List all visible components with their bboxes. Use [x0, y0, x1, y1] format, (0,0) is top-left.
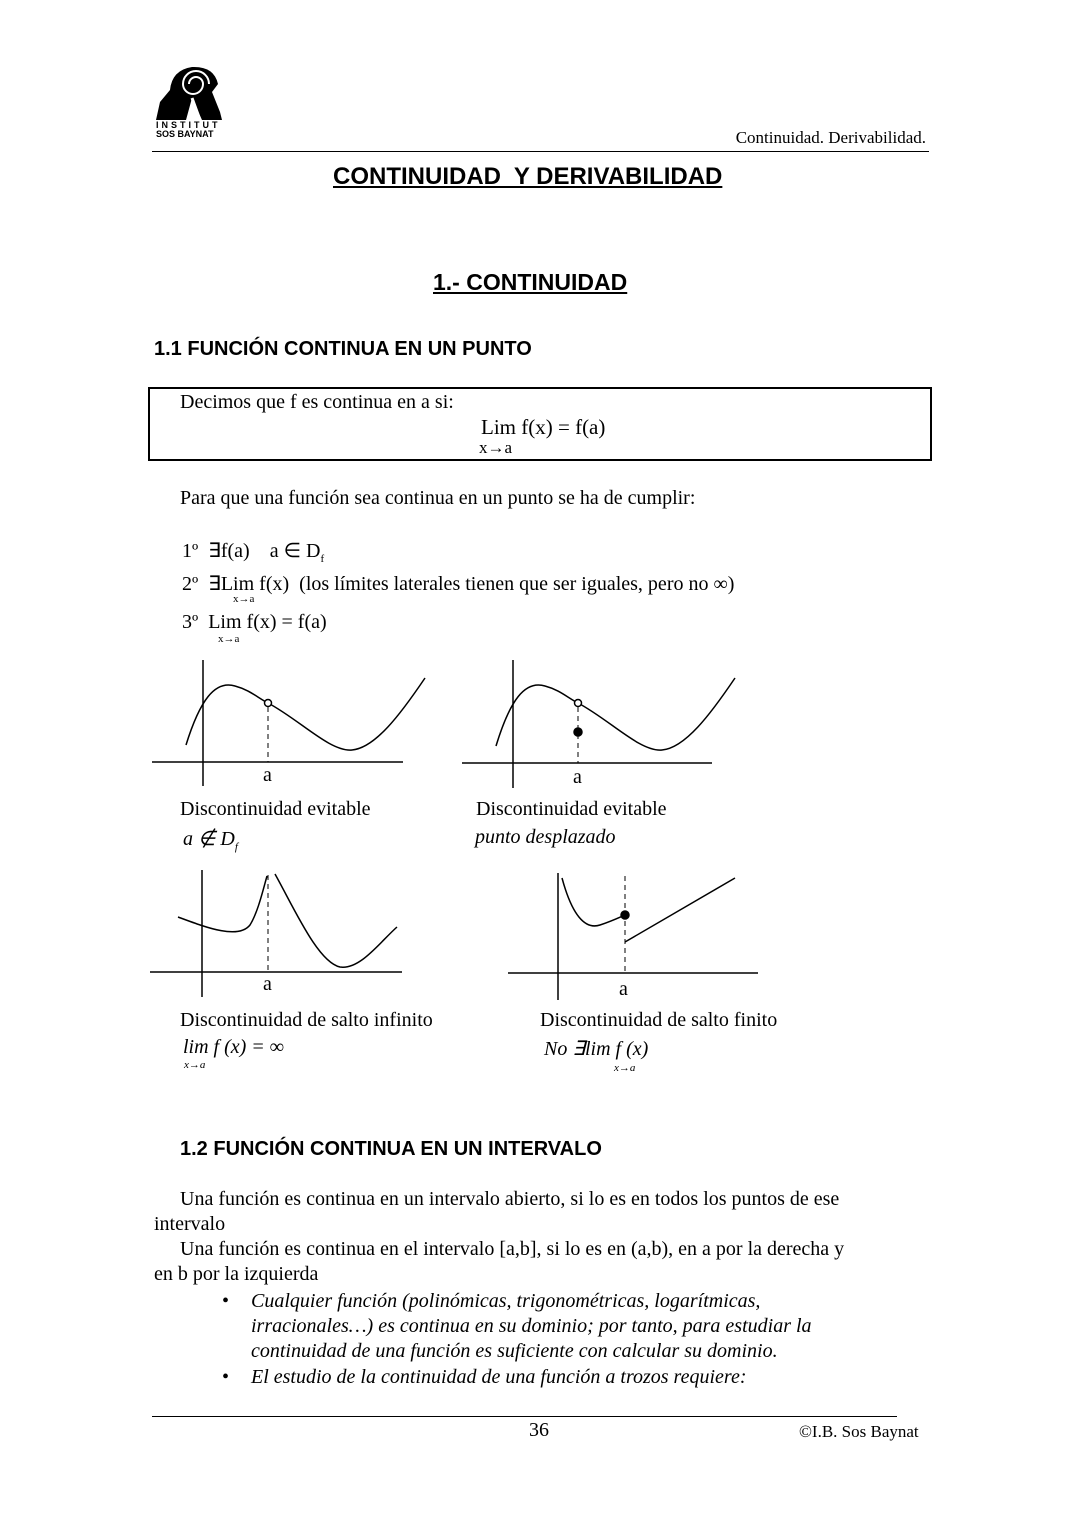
page-number: 36 [529, 1419, 549, 1441]
detail-sub: f [234, 841, 238, 853]
graph-1-caption: Discontinuidad evitable [180, 798, 371, 820]
subsection-heading-1-2: 1.2 FUNCIÓN CONTINUA EN UN INTERVALO [180, 1138, 602, 1160]
logo-text-institut: INSTITUT [156, 120, 221, 130]
condition-num: 3º [182, 611, 199, 633]
condition-2-sub: x→a [233, 593, 255, 605]
graph-2-caption: Discontinuidad evitable [476, 798, 667, 820]
graph-4-point-label: a [619, 978, 628, 1000]
definition-formula: Lim f(x) = f(a) [481, 415, 606, 439]
definition-formula-sub: x→a [479, 438, 513, 457]
condition-expr: ∃f(a) a ∈ D [208, 540, 321, 562]
condition-expr: ∃Lim f(x) [208, 573, 290, 595]
graph-3-detail: lim f (x) = ∞ [183, 1036, 285, 1058]
condition-3-sub: x→a [218, 633, 240, 645]
page-title: CONTINUIDAD Y DERIVABILIDAD [333, 163, 723, 190]
graph-3-caption: Discontinuidad de salto infinito [180, 1009, 433, 1031]
copyright: ©I.B. Sos Baynat [799, 1422, 919, 1441]
condition-sub: f [320, 553, 325, 565]
graph-infinite-jump [150, 870, 402, 997]
graph-2-point-label: a [573, 766, 582, 788]
graph-4-detail-sub: x→a [614, 1062, 636, 1074]
footer-rule [152, 1416, 897, 1417]
condition-num: 1º [182, 540, 199, 562]
condition-num: 2º [182, 573, 199, 595]
graph-1-detail [183, 826, 238, 853]
subsection-heading-1-1: 1.1 FUNCIÓN CONTINUA EN UN PUNTO [154, 338, 532, 360]
paragraph-line: intervalo [154, 1213, 226, 1235]
bullet-icon: • [222, 1290, 230, 1312]
section-heading-continuidad: 1.- CONTINUIDAD [433, 269, 628, 295]
logo-text-sos-baynat: SOS BAYNAT [156, 129, 214, 139]
graph-1-point-label: a [263, 764, 272, 786]
paragraph-line: en b por la izquierda [154, 1263, 319, 1285]
graph-4-detail: No ∃lim f (x) [544, 1038, 649, 1060]
conditions-intro: Para que una función sea continua en un punto se ha de cumplir: [180, 487, 696, 509]
graph-2-detail: punto desplazado [475, 826, 616, 848]
bullet-icon: • [222, 1366, 230, 1388]
definition-text: Decimos que f es continua en a si: [180, 391, 454, 413]
condition-note: (los límites laterales tienen que ser iguales, pero no ∞) [299, 573, 735, 595]
graph-3-detail-sub: x→a [184, 1059, 206, 1071]
bullet-line: continuidad de una función es suficiente con calcular su dominio. [251, 1340, 778, 1362]
graph-removable-undefined [152, 660, 425, 786]
bullet-line: El estudio de la continuidad de una función a trozos requiere: [251, 1366, 747, 1388]
bullet-line: Cualquier función (polinómicas, trigonométricas, logarítmicas, [251, 1290, 761, 1312]
condition-expr: Lim f(x) = f(a) [208, 611, 327, 633]
graph-4-caption: Discontinuidad de salto finito [540, 1009, 778, 1031]
running-title: Continuidad. Derivabilidad. [735, 128, 926, 147]
detail-text: a ∉ D [183, 828, 235, 850]
paragraph-line: Una función es continua en el intervalo [a,b], si lo es en (a,b), en a por la derecha y [180, 1238, 845, 1260]
graph-removable-displaced [462, 660, 735, 788]
bullet-line: irracionales…) es continua en su dominio; por tanto, para estudiar la [251, 1315, 812, 1337]
paragraph-line: Una función es continua en un intervalo abierto, si lo es en todos los puntos de ese [180, 1188, 840, 1210]
graph-3-point-label: a [263, 973, 272, 995]
graph-finite-jump [508, 873, 758, 1000]
